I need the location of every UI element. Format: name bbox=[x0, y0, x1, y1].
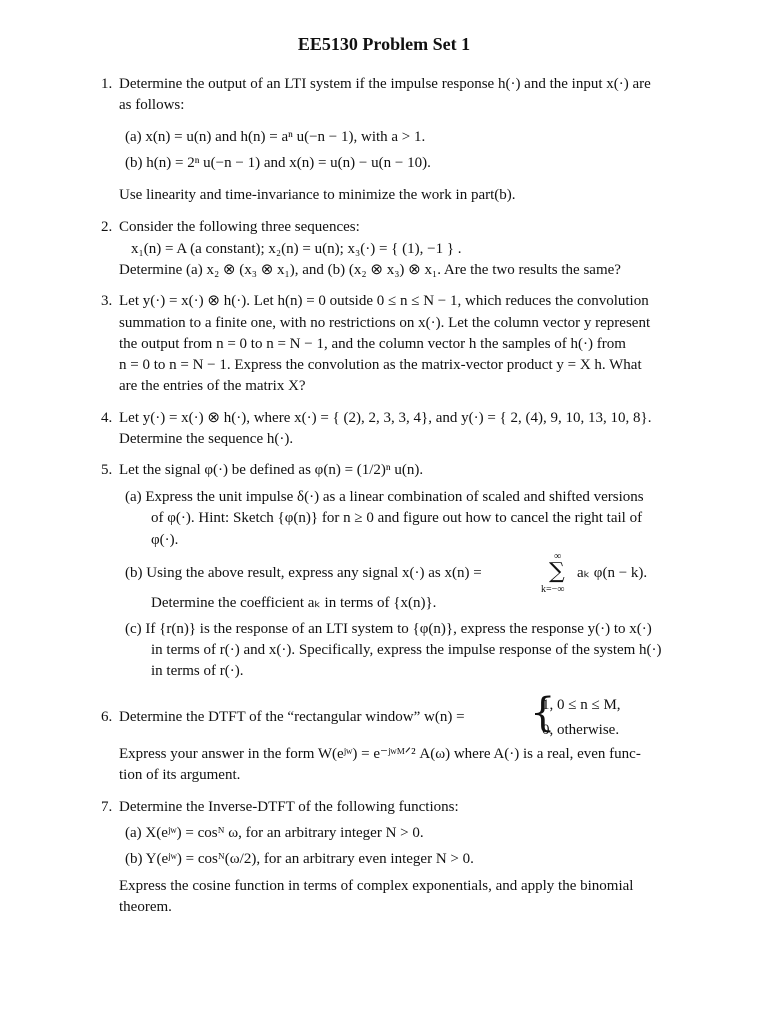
problem-1-text: Determine the output of an LTI system if the impulse response h(·) and the input x(·) are bbox=[119, 76, 651, 92]
problem-2-number: 2. bbox=[101, 219, 113, 235]
problem-5c: (c) If {r(n)} is the response of an LTI system to {φ(n)}, express the response y(·) to x(·) bbox=[125, 621, 652, 637]
problem-1-note: Use linearity and time-invariance to minimize the work in part(b). bbox=[119, 187, 516, 203]
problem-2-text: Consider the following three sequences: bbox=[119, 219, 360, 235]
problem-7-note: theorem. bbox=[119, 899, 172, 915]
problem-3-text: are the entries of the matrix X? bbox=[119, 378, 306, 394]
problem-6-number: 6. bbox=[101, 709, 113, 725]
problem-1b: (b) h(n) = 2ⁿ u(−n − 1) and x(n) = u(n) − u(n − 10). bbox=[125, 155, 431, 171]
problem-3-text: n = 0 to n = N − 1. Express the convolution as the matrix-vector product y = X h. What bbox=[119, 357, 642, 373]
problem-6-text: Express your answer in the form W(eʲʷ) = e⁻ʲʷᴹᐟ² A(ω) where A(·) is a real, even func- bbox=[119, 746, 641, 762]
problem-3-number: 3. bbox=[101, 293, 113, 309]
problem-3-text: summation to a finite one, with no restrictions on x(·). Let the column vector y represent bbox=[119, 315, 651, 331]
problem-5-number: 5. bbox=[101, 462, 113, 478]
problem-1-number: 1. bbox=[101, 76, 113, 92]
problem-5a: of φ(·). Hint: Sketch {φ(n)} for n ≥ 0 and figure out how to cancel the right tail of bbox=[151, 510, 643, 526]
problem-7-text: Determine the Inverse-DTFT of the following functions: bbox=[119, 799, 459, 815]
problem-7a: (a) X(eʲʷ) = cosᴺ ω, for an arbitrary integer N > 0. bbox=[125, 825, 424, 841]
problem-6-text: tion of its argument. bbox=[119, 767, 241, 783]
problem-7-note: Express the cosine function in terms of complex exponentials, and apply the binomial bbox=[119, 878, 634, 894]
piecewise-case: 0, otherwise. bbox=[542, 722, 620, 738]
problem-1a: (a) x(n) = u(n) and h(n) = aⁿ u(−n − 1), with a > 1. bbox=[125, 129, 426, 145]
sum-upper-limit: ∞ bbox=[554, 551, 562, 562]
problem-7-number: 7. bbox=[101, 799, 113, 815]
problem-2-sequences: x₁(n) = A (a constant); x₂(n) = u(n); x₃(·) = { (1), −1 } . bbox=[131, 241, 462, 257]
page-title: EE5130 Problem Set 1 bbox=[297, 34, 471, 54]
summation-symbol: ∑ bbox=[549, 559, 565, 584]
problem-4-text: Let y(·) = x(·) ⊗ h(·), where x(·) = { (2), 2, 3, 3, 4}, and y(·) = { 2, (4), 9, 10, 13, 10, 8}. bbox=[119, 410, 652, 426]
piecewise-brace: { bbox=[530, 690, 556, 736]
problem-3-text: Let y(·) = x(·) ⊗ h(·). Let h(n) = 0 outside 0 ≤ n ≤ N − 1, which reduces the convolution bbox=[119, 293, 649, 309]
problem-7b: (b) Y(eʲʷ) = cosᴺ(ω/2), for an arbitrary even integer N > 0. bbox=[125, 851, 474, 867]
problem-3-text: the output from n = 0 to n = N − 1, and the column vector h the samples of h(·) from bbox=[119, 336, 626, 352]
problem-5a: φ(·). bbox=[151, 532, 179, 548]
problem-5c: in terms of r(·) and x(·). Specifically, express the impulse response of the system h(·) bbox=[151, 642, 662, 658]
problem-6-text: Determine the DTFT of the “rectangular window” w(n) = bbox=[119, 709, 465, 725]
problem-5c: in terms of r(·). bbox=[151, 663, 244, 679]
problem-5-text: Let the signal φ(·) be defined as φ(n) = (1/2)ⁿ u(n). bbox=[119, 462, 424, 478]
problem-5b: (b) Using the above result, express any signal x(·) as x(n) = bbox=[125, 565, 482, 581]
problem-5a: (a) Express the unit impulse δ(·) as a linear combination of scaled and shifted versions bbox=[125, 489, 644, 505]
piecewise-case: 1, 0 ≤ n ≤ M, bbox=[542, 697, 621, 713]
problem-4-number: 4. bbox=[101, 410, 113, 426]
problem-1-text: as follows: bbox=[119, 97, 185, 113]
problem-5b: aₖ φ(n − k). bbox=[577, 565, 648, 581]
problem-5b: Determine the coefficient aₖ in terms of {x(n)}. bbox=[151, 595, 437, 611]
problem-2-text: Determine (a) x₂ ⊗ (x₃ ⊗ x₁), and (b) (x₂ ⊗ x₃) ⊗ x₁. Are the two results the same? bbox=[119, 262, 621, 278]
problem-4-text: Determine the sequence h(·). bbox=[119, 431, 294, 447]
sum-lower-limit: k=−∞ bbox=[541, 584, 565, 595]
